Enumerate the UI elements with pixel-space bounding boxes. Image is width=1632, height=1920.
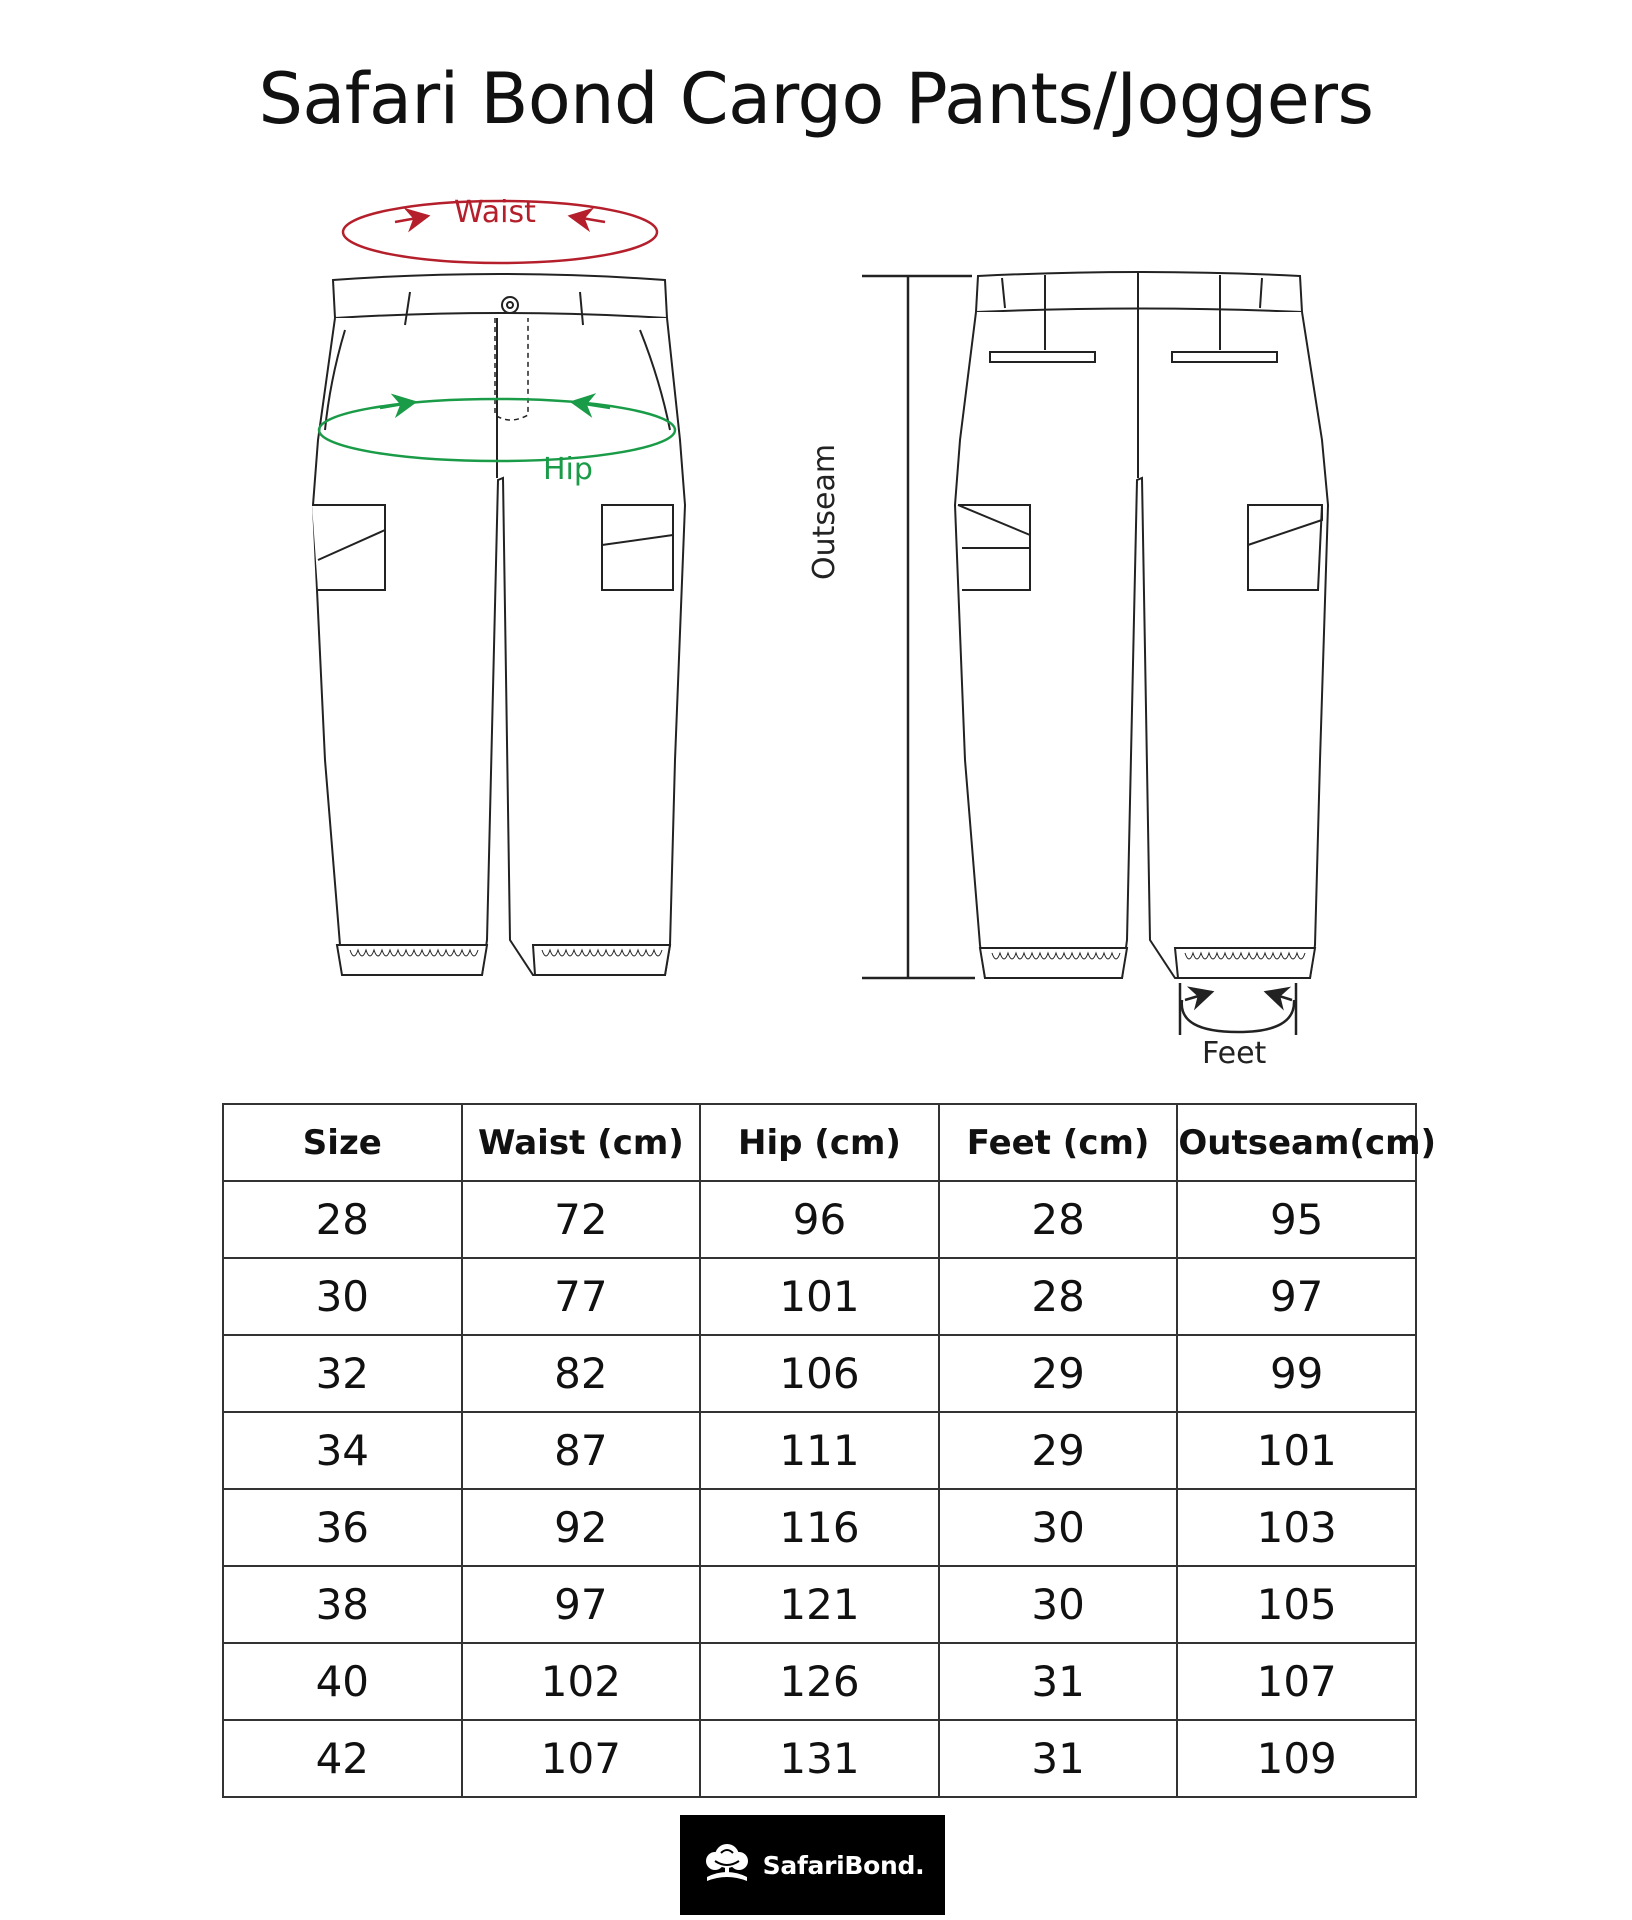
cell-hip: 126 — [700, 1643, 939, 1720]
cell-feet: 29 — [939, 1412, 1178, 1489]
cell-outseam: 97 — [1177, 1258, 1416, 1335]
feet-measure-ellipse — [1180, 983, 1296, 1035]
cell-feet: 28 — [939, 1181, 1178, 1258]
page-title: Safari Bond Cargo Pants/Joggers — [258, 58, 1374, 140]
header-hip: Hip (cm) — [700, 1104, 939, 1181]
cell-waist: 82 — [462, 1335, 701, 1412]
cell-size: 40 — [223, 1643, 462, 1720]
hip-label: Hip — [543, 452, 593, 487]
back-pants — [955, 272, 1328, 978]
table-header-row — [223, 1104, 1416, 1181]
brand-name: SafariBond. — [762, 1850, 925, 1880]
size-chart-table — [222, 1103, 1437, 1798]
table-row — [223, 1566, 1416, 1643]
cell-outseam: 95 — [1177, 1181, 1416, 1258]
cell-waist: 72 — [462, 1181, 701, 1258]
cell-hip: 106 — [700, 1335, 939, 1412]
header-waist: Waist (cm) — [462, 1104, 701, 1181]
cell-feet: 30 — [939, 1489, 1178, 1566]
cell-hip: 111 — [700, 1412, 939, 1489]
table-row — [223, 1489, 1416, 1566]
cell-outseam: 103 — [1177, 1489, 1416, 1566]
table-row — [223, 1720, 1416, 1797]
waist-label: Waist — [454, 195, 536, 230]
cell-size: 32 — [223, 1335, 462, 1412]
cell-waist: 107 — [462, 1720, 701, 1797]
cell-outseam: 101 — [1177, 1412, 1416, 1489]
cell-hip: 96 — [700, 1181, 939, 1258]
table-row — [223, 1412, 1416, 1489]
cell-outseam: 99 — [1177, 1335, 1416, 1412]
outseam-label: Outseam — [807, 443, 842, 580]
cell-hip: 121 — [700, 1566, 939, 1643]
header-outseam: Outseam(cm) — [1177, 1104, 1416, 1181]
cell-waist: 87 — [462, 1412, 701, 1489]
cell-waist: 77 — [462, 1258, 701, 1335]
cell-feet: 31 — [939, 1643, 1178, 1720]
cell-feet: 28 — [939, 1258, 1178, 1335]
cell-size: 42 — [223, 1720, 462, 1797]
cell-hip: 131 — [700, 1720, 939, 1797]
cell-waist: 92 — [462, 1489, 701, 1566]
cell-feet: 31 — [939, 1720, 1178, 1797]
front-pants — [312, 274, 685, 975]
cell-outseam: 107 — [1177, 1643, 1416, 1720]
cell-size: 30 — [223, 1258, 462, 1335]
brand-logo — [680, 1815, 945, 1915]
table-row — [223, 1181, 1416, 1258]
feet-label: Feet — [1202, 1036, 1267, 1071]
cell-hip: 116 — [700, 1489, 939, 1566]
tree-icon — [701, 1839, 753, 1891]
table-row — [223, 1335, 1416, 1412]
cell-hip: 101 — [700, 1258, 939, 1335]
cell-size: 28 — [223, 1181, 462, 1258]
table-row — [223, 1643, 1416, 1720]
table-row — [223, 1258, 1416, 1335]
cell-waist: 97 — [462, 1566, 701, 1643]
cell-outseam: 105 — [1177, 1566, 1416, 1643]
header-feet: Feet (cm) — [939, 1104, 1178, 1181]
cell-size: 38 — [223, 1566, 462, 1643]
cell-feet: 29 — [939, 1335, 1178, 1412]
cell-size: 34 — [223, 1412, 462, 1489]
cell-waist: 102 — [462, 1643, 701, 1720]
outseam-measure-line — [862, 276, 975, 978]
cell-size: 36 — [223, 1489, 462, 1566]
header-size: Size — [223, 1104, 462, 1181]
cell-outseam: 109 — [1177, 1720, 1416, 1797]
cell-feet: 30 — [939, 1566, 1178, 1643]
